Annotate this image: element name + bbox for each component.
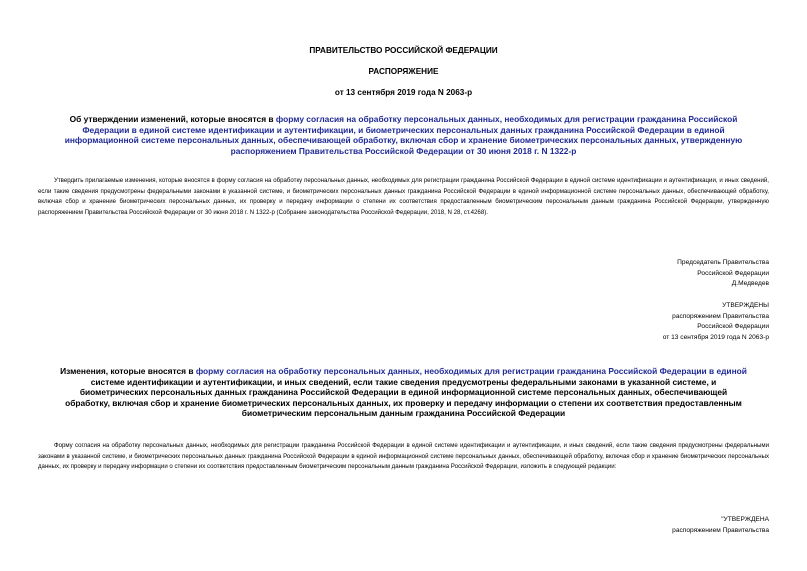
changes-title-line-4: обработку, включая сбор и хранение биометрических персональных данных, их проверку и передачу информации о степени их соответствия предоставленным [65, 397, 742, 408]
footer-approved-by: распоряжением Правительства [672, 526, 769, 534]
footer-approved-title: "УТВЕРЖДЕНА [721, 516, 769, 523]
approved-country: Российской Федерации [697, 323, 769, 331]
government-heading: ПРАВИТЕЛЬСТВО РОССИЙСКОЙ ФЕДЕРАЦИИ [309, 46, 498, 55]
title-prefix: Об утверждении изменений, которые вносятся в [69, 114, 276, 124]
signature-position: Председатель Правительства [677, 259, 769, 266]
approved-date: от 13 сентября 2019 года N 2063-р [662, 333, 769, 341]
approved-block [663, 301, 769, 343]
changes-title [40, 366, 767, 419]
changes-title-line-3: биометрических персональных данных гражданина Российской Федерации в единой информационной системе персональных данных, обеспечивающей [79, 387, 728, 398]
approved-title: УТВЕРЖДЕНЫ [722, 302, 769, 309]
body-paragraph-2: Форму согласия на обработку персональных данных, необходимых для регистрации гражданина Российской Федерации в единой системе идентификации и аутентификации, и иных сведений, если такие сведения предусмотрены федеральными законами в указанной системе, и биометрических персональных данных гражданина Российской Федерации в единой информационной системе персональных данных, обеспечивающей обработку, включая сбор и хранение биометрических персональных данных, их проверку и передачу информации о степени их соответствия предоставленным биометрическим персональным данным гражданина Российской Федерации, изложить в следующей редакции: [38, 442, 769, 471]
signature-name: Д.Медведев [731, 280, 769, 288]
signature-block [677, 258, 769, 290]
title-link-line-1[interactable]: форму согласия на обработку персональных данных, необходимых для регистрации гражданина Российской [275, 114, 738, 124]
document-date-number: от 13 сентября 2019 года N 2063-р [334, 88, 473, 97]
changes-title-prefix: Изменения, которые вносятся в [60, 366, 196, 376]
title-link-line-3[interactable]: информационной системе персональных данных, обеспечивающей обработку, включая сбор и хранение биометрических персональных данных, утвержденную [64, 135, 743, 146]
changes-title-link[interactable]: форму согласия на обработку персональных данных, необходимых для регистрации гражданина Российской Федерации в единой [195, 366, 747, 376]
title-link-line-4[interactable]: распоряжением Правительства Российской Федерации от 30 июня 2018 г. N 1322-р [230, 145, 577, 156]
changes-title-line-2: системе идентификации и аутентификации, и иных сведений, если такие сведения предусмотрены федеральными законами в указанной системе, и [90, 376, 717, 387]
body-paragraph-1: Утвердить прилагаемые изменения, которые вносятся в форму согласия на обработку персональных данных, необходимых для регистрации гражданина Российской Федерации в единой системе идентификации и аутентификации, и иных сведений, если такие сведения предусмотрены федеральными законами в указанной системе, и биометрических персональных данных гражданина Российской Федерации в единой информационной системе персональных данных, обеспечивающей обработку, включая сбор и хранение биометрических персональных данных, их проверку и передачу информации о степени их соответствия предоставленным биометрическим персональным данным гражданина Российской Федерации, утвержденную распоряжением Правительства Российской Федерации от 30 июня 2018 г. N 1322-р (Собрание законодательства Российской Федерации, 2018, N 28, ст.4268). [38, 177, 769, 216]
approved-by: распоряжением Правительства [672, 312, 769, 320]
signature-country: Российской Федерации [697, 269, 769, 277]
document-title [40, 114, 767, 156]
document-type-heading: РАСПОРЯЖЕНИЕ [368, 67, 439, 76]
title-link-line-2[interactable]: Федерации в единой системе идентификации и аутентификации, и биометрических персональных данных гражданина Российской Федерации в единой [82, 124, 725, 135]
changes-title-line-5: биометрическим персональным данным гражданина Российской Федерации [241, 408, 566, 419]
footer-approved-block [672, 515, 769, 536]
